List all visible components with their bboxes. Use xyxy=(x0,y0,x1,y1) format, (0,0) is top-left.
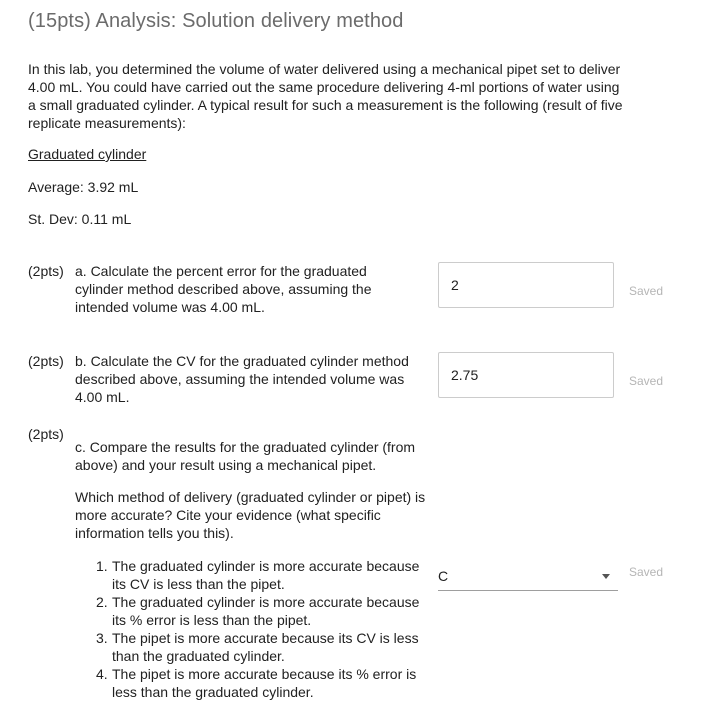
list-item xyxy=(96,665,426,701)
option-text: The pipet is more accurate because its CV is less than the graduated cylinder. xyxy=(112,630,419,664)
question-a-points: (2pts) xyxy=(28,263,64,279)
selected-value: C xyxy=(438,568,449,584)
question-b-saved-status: Saved xyxy=(629,374,664,388)
page-title: (15pts) Analysis: Solution delivery method xyxy=(28,10,404,32)
list-item xyxy=(96,593,426,629)
option-number: 2. xyxy=(96,594,108,610)
question-b-answer-input[interactable] xyxy=(438,352,614,398)
option-number: 1. xyxy=(96,558,108,574)
question-c-saved-status: Saved xyxy=(629,565,664,579)
list-item xyxy=(96,557,426,593)
question-a-saved-status: Saved xyxy=(629,284,664,298)
question-c-points: (2pts) xyxy=(28,426,64,442)
average-value: Average: 3.92 mL xyxy=(28,179,139,195)
question-c-options-list xyxy=(96,557,426,701)
question-b-text: b. Calculate the CV for the graduated cylinder method described above, assuming the intended volume was 4.00 mL. xyxy=(75,353,409,405)
list-item xyxy=(96,629,426,665)
question-c-prompt: Which method of delivery (graduated cylinder or pipet) is more accurate? Cite your evidence (what specific information tells you this). xyxy=(75,489,426,541)
question-b-points: (2pts) xyxy=(28,353,64,369)
option-text: The graduated cylinder is more accurate because its % error is less than the pipet. xyxy=(112,594,420,628)
question-a-answer-input[interactable] xyxy=(438,262,614,308)
option-number: 3. xyxy=(96,630,108,646)
option-text: The pipet is more accurate because its % error is less than the graduated cylinder. xyxy=(112,666,417,700)
intro-paragraph: In this lab, you determined the volume of water delivered using a mechanical pipet set to deliver 4.00 mL. You could have carried out the same procedure delivering 4-ml portions of water using a small graduated cylinder. A typical result for such a measurement is the following (result of five replicate measurements): xyxy=(28,61,623,131)
section-heading: Graduated cylinder xyxy=(28,146,147,162)
stdev-value: St. Dev: 0.11 mL xyxy=(28,211,132,227)
question-a-text: a. Calculate the percent error for the graduated cylinder method described above, assuming the intended volume was 4.00 mL. xyxy=(75,263,372,315)
option-number: 4. xyxy=(96,666,108,682)
question-c-text: c. Compare the results for the graduated cylinder (from above) and your result using a mechanical pipet. xyxy=(75,439,416,473)
option-text: The graduated cylinder is more accurate because its CV is less than the pipet. xyxy=(112,558,420,592)
question-c-answer-select[interactable] xyxy=(438,560,618,591)
caret-down-icon[interactable] xyxy=(602,574,610,579)
